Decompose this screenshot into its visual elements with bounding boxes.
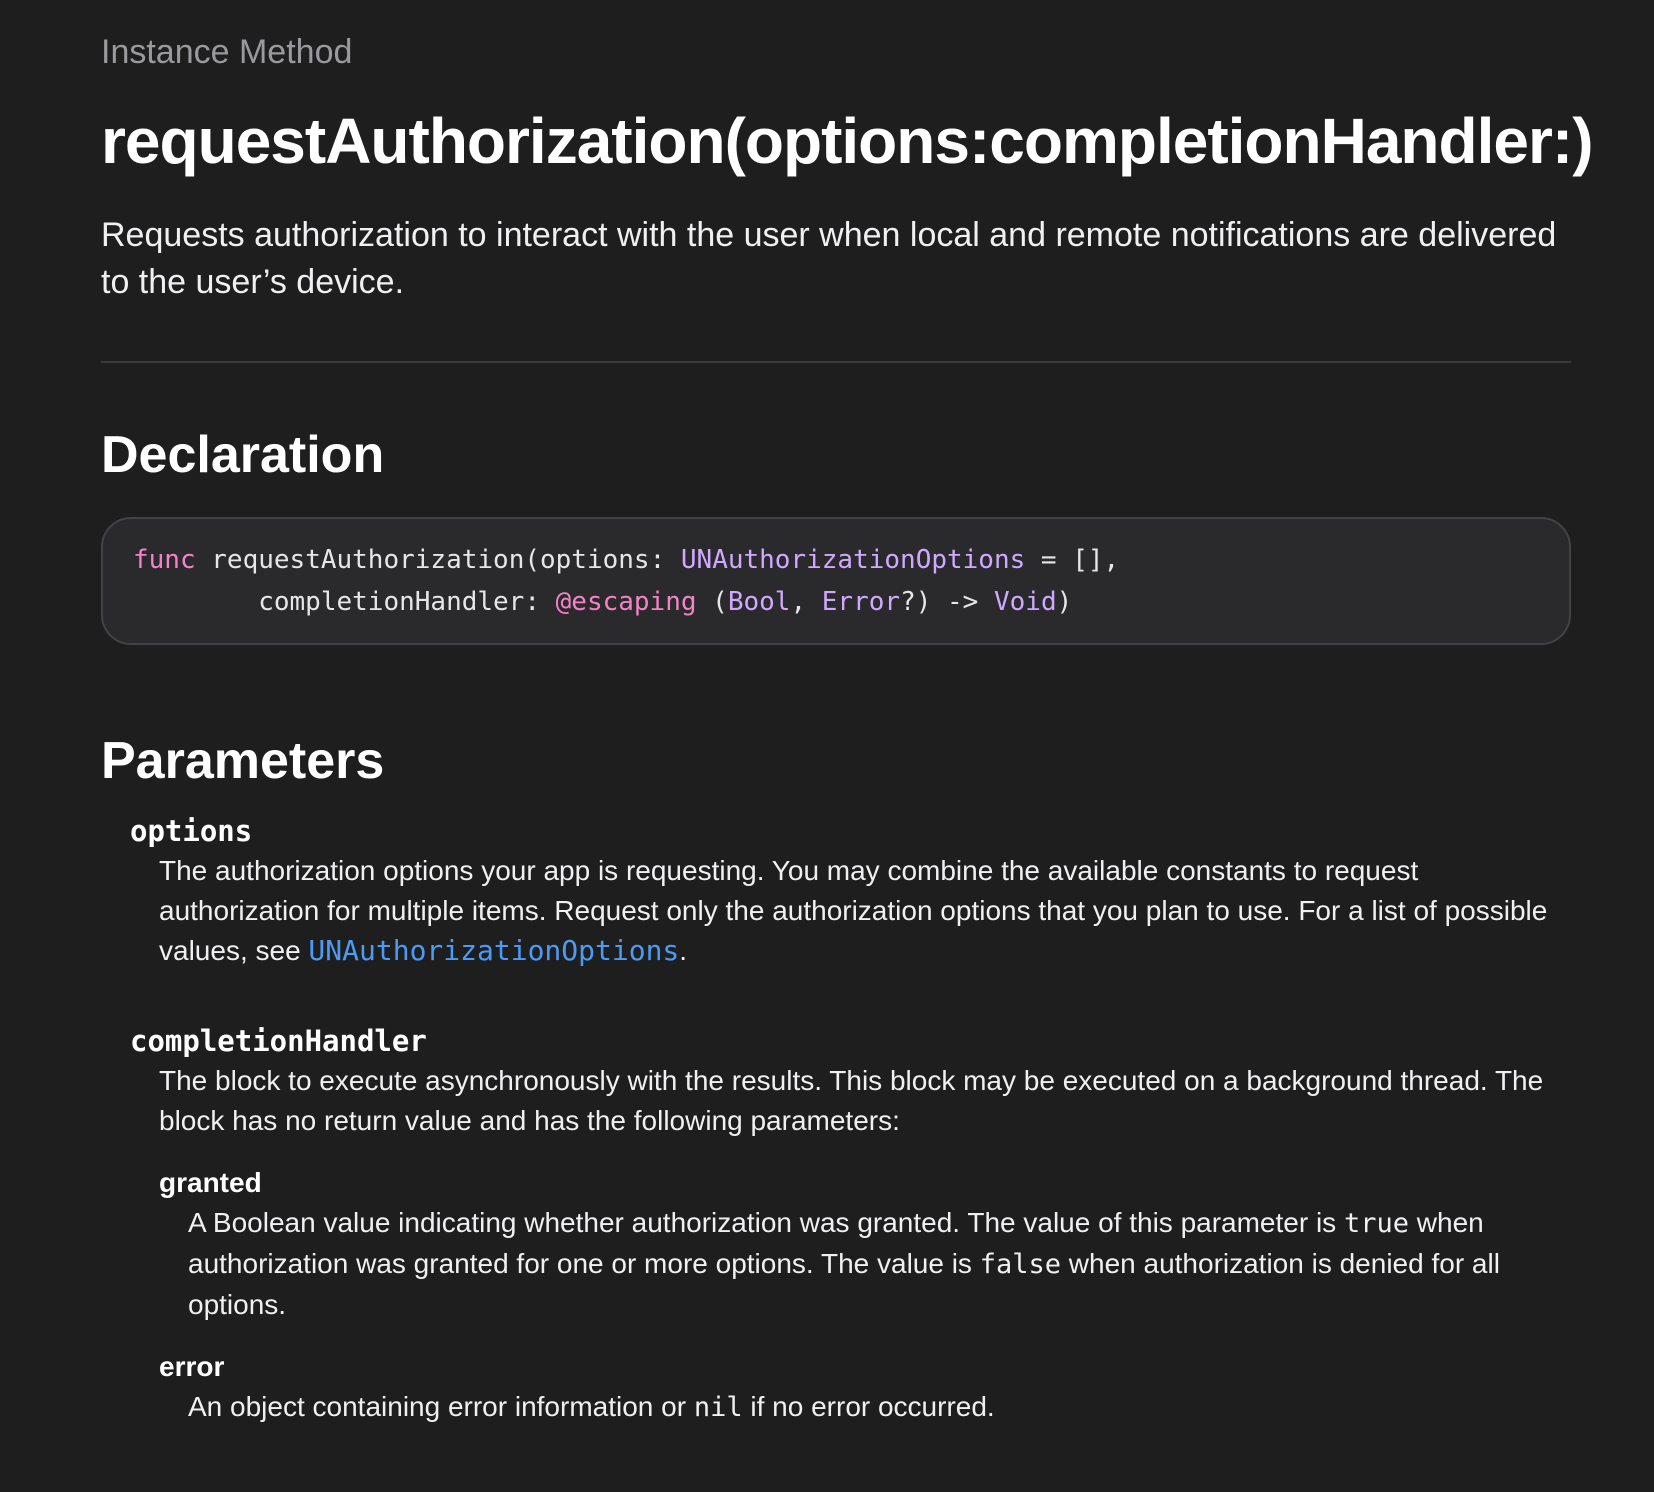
divider — [101, 361, 1571, 363]
granted-text-2: when authorization was granted for one or more options. The value is — [188, 1207, 1484, 1279]
parameter-name-options: options — [130, 814, 253, 848]
code-true: true — [1343, 1208, 1409, 1239]
code-keyword-func: func — [133, 545, 196, 575]
sub-parameter-name-granted: granted — [159, 1167, 262, 1198]
code-type-error: Error — [821, 587, 901, 617]
sub-parameter-desc-granted — [188, 1203, 1571, 1325]
documentation-page — [101, 30, 1593, 1428]
parameters-heading: Parameters — [101, 732, 385, 790]
code-completion-label: completionHandler: — [133, 587, 556, 617]
parameter-name-completionhandler: completionHandler — [130, 1024, 427, 1058]
code-nil: nil — [693, 1392, 743, 1423]
code-type-void: Void — [993, 587, 1057, 617]
code-type-bool: Bool — [727, 587, 791, 617]
options-desc-end: . — [679, 935, 688, 966]
completionhandler-sub-parameters — [101, 1163, 1571, 1428]
sub-parameter-desc-error — [188, 1387, 1571, 1428]
sub-parameter-error — [101, 1347, 1571, 1428]
code-arrow: ?) -> — [900, 587, 994, 617]
code-default-value: = [], — [1025, 545, 1120, 575]
declaration-heading: Declaration — [101, 426, 385, 484]
code-false: false — [979, 1249, 1061, 1280]
parameters-list — [101, 811, 1571, 1428]
sub-parameter-granted — [101, 1163, 1571, 1325]
code-paren-close: ) — [1056, 587, 1073, 617]
parameter-desc-completionhandler: The block to execute asynchronously with the results. This block may be executed on a background thread. The block has no return value and has the following parameters: — [159, 1065, 1544, 1136]
options-desc-text: The authorization options your app is requesting. You may combine the available constants to request authorization for multiple items. Request only the authorization options that you plan to use. For a list of possible values, see — [159, 855, 1548, 966]
parameter-desc-options — [159, 851, 1571, 971]
code-comma: , — [790, 587, 822, 617]
code-paren-open: ( — [696, 587, 728, 617]
page-title: requestAuthorization(options:completionHandler:) — [101, 105, 1593, 177]
code-function-signature: requestAuthorization(options: — [195, 545, 681, 575]
error-text-1: An object containing error information or — [188, 1391, 694, 1422]
symbol-kind-label: Instance Method — [101, 33, 353, 71]
declaration-code-block — [101, 517, 1571, 645]
parameter-completionhandler — [101, 1021, 1571, 1428]
abstract: Requests authorization to interact with the user when local and remote notifications are delivered to the user’s device. — [101, 216, 1557, 301]
error-text-2: if no error occurred. — [742, 1391, 995, 1422]
sub-parameter-name-error: error — [159, 1351, 225, 1382]
granted-text-3: when authorization is denied for all options. — [188, 1248, 1500, 1320]
parameter-options — [101, 811, 1571, 971]
unauthorizationoptions-link[interactable]: UNAuthorizationOptions — [308, 934, 680, 967]
code-type-unauthorizationoptions: UNAuthorizationOptions — [680, 545, 1026, 575]
granted-text-1: A Boolean value indicating whether authorization was granted. The value of this parameter is — [188, 1207, 1344, 1238]
code-attribute-escaping: @escaping — [555, 587, 697, 617]
